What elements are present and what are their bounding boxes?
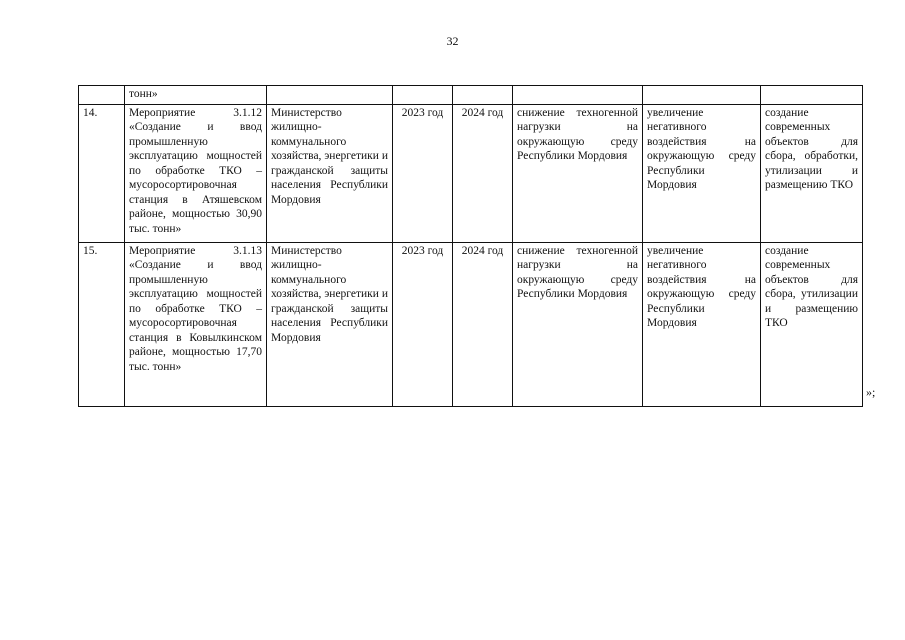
measures-table bbox=[78, 85, 863, 407]
table-row bbox=[79, 242, 863, 406]
cell-link: создание современных объектов для сбора, утилизации и размещению ТКО bbox=[761, 242, 863, 406]
cell-num bbox=[79, 86, 125, 105]
cell-result: снижение техногенной нагрузки на окружающую среду Республики Мордовия bbox=[513, 242, 643, 406]
cell-num: 15. bbox=[79, 242, 125, 406]
page-number: 32 bbox=[446, 34, 459, 48]
cell-executor: Министерство жилищно-коммунального хозяйства, энергетики и гражданской защиты населения Республики Мордовия bbox=[267, 104, 393, 242]
cell-result: снижение техногенной нагрузки на окружающую среду Республики Мордовия bbox=[513, 104, 643, 242]
cell-end: 2024 год bbox=[453, 242, 513, 406]
table-row bbox=[79, 104, 863, 242]
cell-num: 14. bbox=[79, 104, 125, 242]
closing-quote-mark: »; bbox=[866, 385, 876, 399]
cell-start: 2023 год bbox=[393, 104, 453, 242]
cell-measure: Мероприятие 3.1.12 «Создание и ввод промышленную эксплуатацию мощностей по обработке ТКО – мусоросортировочная станция в Атяшевском районе, мощностью 30,90 тыс. тонн» bbox=[125, 104, 267, 242]
cell-consequence: увеличение негативного воздействия на окружающую среду Республики Мордовия bbox=[643, 242, 761, 406]
cell-executor: Министерство жилищно-коммунального хозяйства, энергетики и гражданской защиты населения Республики Мордовия bbox=[267, 242, 393, 406]
table-row-continuation bbox=[79, 86, 863, 105]
cell-link: создание современных объектов для сбора, обработки, утилизации и размещению ТКО bbox=[761, 104, 863, 242]
cell-consequence bbox=[643, 86, 761, 105]
cell-measure: тонн» bbox=[125, 86, 267, 105]
cell-start: 2023 год bbox=[393, 242, 453, 406]
cell-measure: Мероприятие 3.1.13 «Создание и ввод промышленную эксплуатацию мощностей по обработке ТКО – мусоросортировочная станция в Ковылкинском районе, мощностью 17,70 тыс. тонн» bbox=[125, 242, 267, 406]
cell-end: 2024 год bbox=[453, 104, 513, 242]
cell-result bbox=[513, 86, 643, 105]
cell-link bbox=[761, 86, 863, 105]
cell-consequence: увеличение негативного воздействия на окружающую среду Республики Мордовия bbox=[643, 104, 761, 242]
cell-executor bbox=[267, 86, 393, 105]
cell-start bbox=[393, 86, 453, 105]
cell-end bbox=[453, 86, 513, 105]
